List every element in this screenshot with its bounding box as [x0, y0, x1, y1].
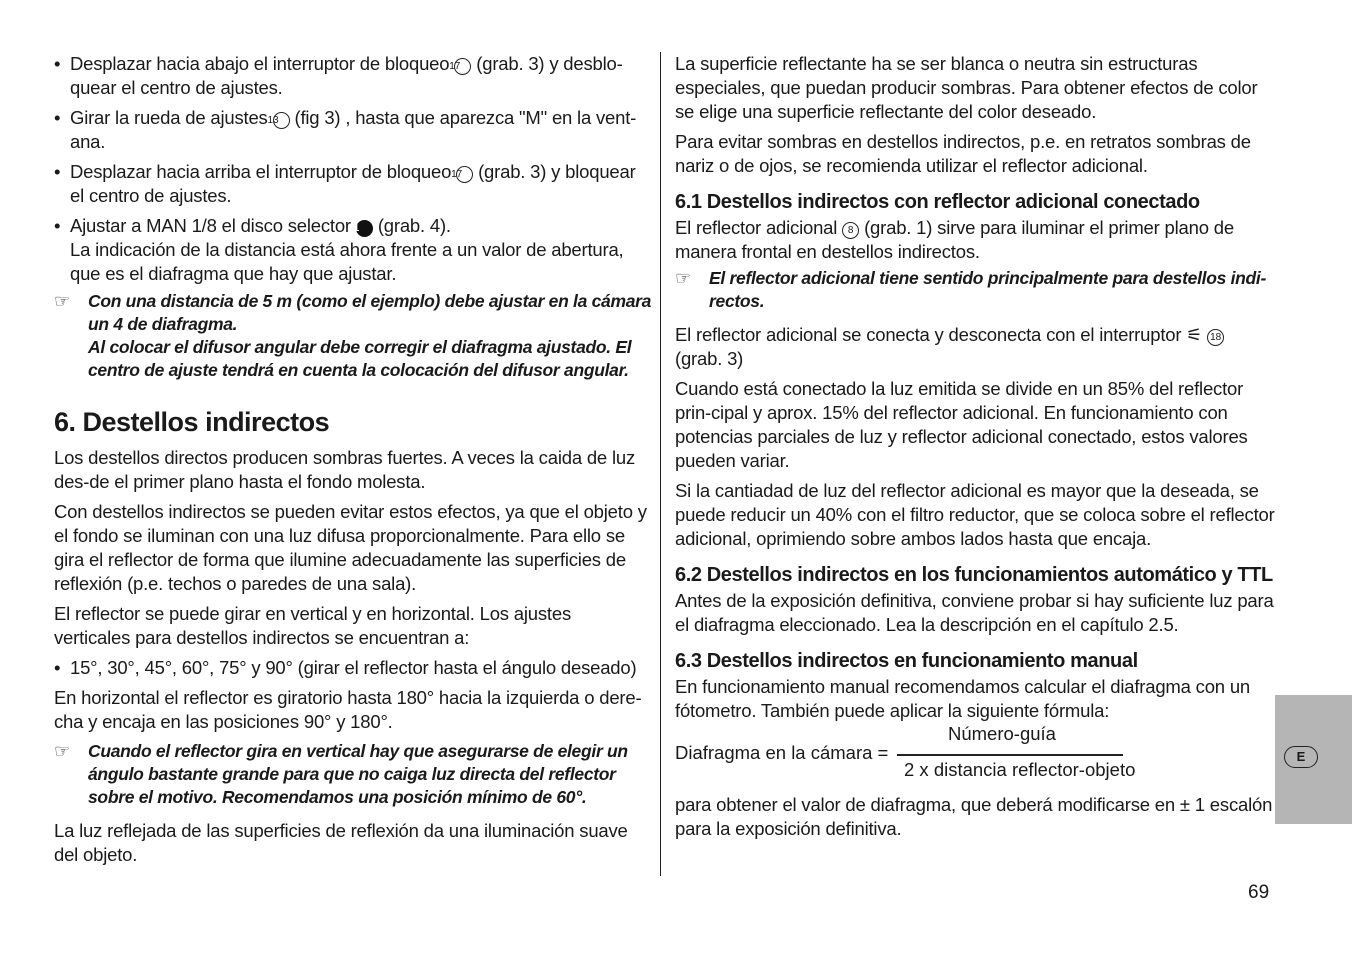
hand-pointing-icon: ☞	[675, 268, 691, 288]
column-divider	[660, 52, 661, 876]
list-item: • Girar la rueda de ajustes 13 (fig 3) , hasta que aparezca "M" en la vent-ana.	[54, 107, 637, 152]
page-number: 69	[1248, 882, 1270, 903]
reference-number: 13	[273, 112, 290, 129]
subsection-heading: 6.1 Destellos indirectos con reflector adicional conectado	[675, 191, 1200, 213]
reference-number: 8	[842, 222, 859, 239]
paragraph: Para evitar sombras en destellos indirectos, p.e. en retratos sombras de nariz o de ojos, se recomienda utilizar el reflector adicional.	[675, 131, 1251, 176]
right-column	[675, 52, 1275, 841]
list-item: • Desplazar hacia arriba el interruptor de bloqueo 17 (grab. 3) y bloquear el centro de ajustes.	[54, 161, 636, 206]
paragraph: La luz reflejada de las superficies de reflexión da una iluminación suave del objeto.	[54, 820, 628, 865]
subsection-heading: 6.2 Destellos indirectos en los funcionamientos automático y TTL	[675, 564, 1273, 586]
paragraph: Con destellos indirectos se pueden evitar estos efectos, ya que el objeto y el fondo se iluminan con una luz difusa proporcionalmente. Para ello se gira el reflector de forma que ilumine adecuadamente las superficies de reflexión (p.e. techos o paredes de una sala).	[54, 501, 647, 594]
section-heading: 6. Destellos indirectos	[54, 407, 330, 437]
formula-numerator: Número-guía	[948, 723, 1056, 744]
left-column	[54, 52, 652, 867]
reference-number: 17	[454, 58, 471, 75]
paragraph: El reflector adicional se conecta y desconecta con el interruptor ⚟ 18 (grab. 3)	[675, 323, 1275, 371]
paragraph: El reflector se puede girar en vertical y en horizontal. Los ajustes verticales para destellos indirectos se encuentran a:	[54, 603, 572, 648]
list-item: • Desplazar hacia abajo el interruptor de bloqueo 17 (grab. 3) y desblo-quear el centro de ajustes.	[54, 53, 623, 98]
hand-pointing-icon: ☞	[54, 741, 70, 761]
paragraph: La superficie reflectante ha se ser blanca o neutra sin estructuras especiales, que puedan producir sombras. Para obtener efectos de color se elige una superficie reflectante del color deseado.	[675, 53, 1258, 122]
list-item: • Ajustar a MAN 1/8 el disco selector 1 (grab. 4).	[54, 215, 451, 236]
fraction-line	[897, 754, 1123, 756]
formula	[675, 723, 1275, 781]
note: ☞ Con una distancia de 5 m (como el ejemplo) debe ajustar en la cámara un 4 de diafragma. Al colocar el difusor angular debe corregir el diafragma ajustado. El centro de ajuste tendrá en cuenta la colocación del difusor angular.	[54, 291, 652, 380]
reference-number: 17	[456, 166, 473, 183]
paragraph: Los destellos directos producen sombras fuertes. A veces la caida de luz des-de el primer plano hasta el fondo molesta.	[54, 447, 636, 492]
reflector-switch-icon: ⚟	[1186, 325, 1203, 345]
reference-number: 1	[356, 220, 373, 237]
paragraph: Si la cantiadad de luz del reflector adicional es mayor que la deseada, se puede reducir un 40% con el filtro reductor, que se coloca sobre el reflector adicional, oprimiendo sobre ambos lados hasta que encaja.	[675, 480, 1275, 549]
reference-number: 18	[1207, 329, 1224, 346]
note: ☞ Cuando el reflector gira en vertical hay que asegurarse de elegir un ángulo bastante grande para que no caiga luz directa del reflector sobre el motivo. Recomendamos una posición mínimo de 60°.	[54, 741, 628, 807]
language-tab	[1275, 695, 1352, 824]
formula-denominator: 2 x distancia reflector-objeto	[904, 759, 1136, 780]
formula-left-side: Diafragma en la cámara =	[675, 742, 889, 763]
paragraph: Cuando está conectado la luz emitida se divide en un 85% del reflector prin-cipal y aprox. 15% del reflector adicional. En funcionamiento con potencias parciales de luz y reflector adicional conectado, estos valores pueden variar.	[675, 378, 1248, 471]
hand-pointing-icon: ☞	[54, 291, 70, 311]
paragraph: Antes de la exposición definitiva, conviene probar si hay suficiente luz para el diafragma eleccionado. Lea la descripción en el capítulo 2.5.	[675, 590, 1274, 635]
paragraph: En funcionamiento manual recomendamos calcular el diafragma con un fótometro. También puede aplicar la siguiente fórmula:	[675, 676, 1251, 721]
subsection-heading: 6.3 Destellos indirectos en funcionamiento manual	[675, 650, 1138, 672]
language-badge: E	[1284, 746, 1318, 768]
list-item: • 15°, 30°, 45°, 60°, 75° y 90° (girar el reflector hasta el ángulo deseado)	[54, 657, 637, 678]
paragraph: El reflector adicional 8 (grab. 1) sirve para iluminar el primer plano de manera frontal en destellos indirectos.	[675, 217, 1234, 262]
paragraph: En horizontal el reflector es giratorio hasta 180° hacia la izquierda o dere-cha y encaja en las posiciones 90° y 180°.	[54, 687, 642, 732]
paragraph: para obtener el valor de diafragma, que deberá modificarse en ± 1 escalón para la exposición definitiva.	[675, 794, 1273, 839]
paragraph: La indicación de la distancia está ahora frente a un valor de abertura, que es el diafragma que hay que ajustar.	[70, 239, 624, 284]
note: ☞ El reflector adicional tiene sentido principalmente para destellos indi-rectos.	[675, 268, 1267, 311]
